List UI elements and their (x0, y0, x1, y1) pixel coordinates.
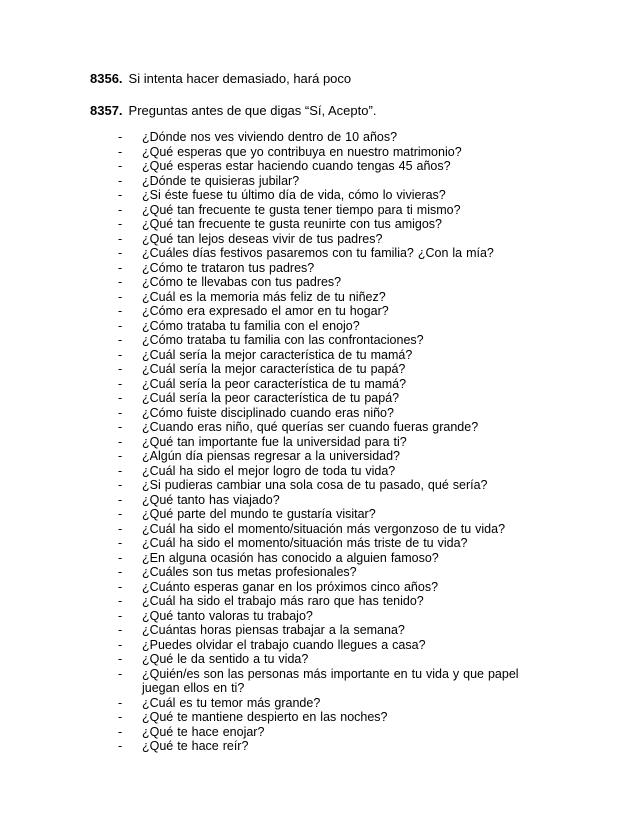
question-text: ¿Cómo era expresado el amor en tu hogar? (142, 304, 389, 318)
entry-text: Si intenta hacer demasiado, hará poco (128, 71, 352, 86)
question-item (118, 188, 558, 203)
question-text: ¿Dónde nos ves viviendo dentro de 10 años? (142, 130, 398, 144)
question-item (118, 435, 558, 450)
bullet-dash: - (118, 304, 123, 318)
bullet-dash: - (118, 579, 123, 594)
question-text: ¿Algún día piensas regresar a la universidad? (142, 449, 401, 463)
question-item (118, 725, 558, 740)
question-text: ¿Si pudieras cambiar una sola cosa de tu pasado, qué sería? (142, 478, 488, 492)
question-text: ¿Cuál ha sido el mejor logro de toda tu vida? (142, 463, 396, 478)
bullet-dash: - (118, 289, 123, 304)
question-text: ¿Cómo te trataron tus padres? (142, 260, 315, 275)
question-text: ¿Cómo trataba tu familia con las confrontaciones? (142, 333, 424, 347)
question-text: ¿Cuál sería la peor característica de tu papá? (142, 391, 400, 405)
question-item (118, 261, 558, 276)
bullet-dash: - (118, 463, 123, 478)
bullet-dash: - (118, 231, 123, 246)
bullet-dash: - (118, 710, 123, 724)
entry-8356 (90, 71, 351, 87)
bullet-dash: - (118, 376, 123, 391)
question-item (118, 478, 558, 493)
question-item (118, 391, 558, 406)
bullet-dash: - (118, 739, 123, 753)
question-item (118, 304, 558, 319)
question-item (118, 449, 558, 464)
bullet-dash: - (118, 550, 123, 565)
question-text: ¿Si éste fuese tu último día de vida, cómo lo vivieras? (142, 188, 446, 202)
question-item (118, 290, 558, 305)
bullet-dash: - (118, 695, 123, 710)
bullet-dash: - (118, 347, 123, 362)
question-text: ¿Puedes olvidar el trabajo cuando llegues a casa? (142, 637, 426, 652)
question-item (118, 739, 558, 754)
question-text: ¿Qué esperas que yo contribuya en nuestro matrimonio? (142, 144, 462, 159)
question-text: ¿Cuánto esperas ganar en los próximos cinco años? (142, 579, 439, 594)
bullet-dash: - (118, 405, 123, 420)
question-text: ¿Qué tan frecuente te gusta tener tiempo para ti mismo? (142, 202, 461, 217)
question-item (118, 493, 558, 508)
bullet-dash: - (118, 362, 123, 376)
question-text: ¿Qué te hace reír? (142, 739, 249, 753)
question-item (118, 362, 558, 377)
question-text: ¿Qué te mantiene despierto en las noches? (142, 710, 388, 724)
question-item (118, 406, 558, 421)
question-text: ¿Cuál sería la mejor característica de tu mamá? (142, 347, 413, 362)
question-text: ¿En alguna ocasión has conocido a alguien famoso? (142, 550, 439, 565)
question-item (118, 580, 558, 595)
bullet-dash: - (118, 608, 123, 623)
question-text: ¿Qué te hace enojar? (142, 724, 265, 739)
question-item (118, 246, 558, 261)
question-item (118, 232, 558, 247)
question-item (118, 696, 558, 711)
question-text: ¿Qué le da sentido a tu vida? (142, 652, 309, 666)
question-item (118, 710, 558, 725)
bullet-dash: - (118, 536, 123, 550)
bullet-dash: - (118, 275, 123, 289)
question-text: ¿Cuál ha sido el momento/situación más triste de tu vida? (142, 536, 468, 550)
bullet-dash: - (118, 594, 123, 608)
question-text: ¿Qué tan lejos deseas vivir de tus padres? (142, 231, 383, 246)
question-item (118, 377, 558, 392)
question-item (118, 159, 558, 174)
question-item (118, 522, 558, 537)
question-list (118, 130, 558, 754)
question-item (118, 319, 558, 334)
bullet-dash: - (118, 449, 123, 463)
question-text: ¿Quién/es son las personas más importante en tu vida y que papel juegan ellos en ti? (142, 666, 519, 695)
question-item (118, 348, 558, 363)
question-item (118, 536, 558, 551)
question-item (118, 623, 558, 638)
entry-8357 (90, 103, 376, 119)
question-text: ¿Cuáles días festivos pasaremos con tu familia? ¿Con la mía? (142, 246, 494, 260)
question-item (118, 464, 558, 479)
question-text: ¿Cómo trataba tu familia con el enojo? (142, 318, 360, 333)
question-text: ¿Cuántas horas piensas trabajar a la semana? (142, 623, 405, 637)
question-item (118, 174, 558, 189)
question-item (118, 203, 558, 218)
bullet-dash: - (118, 260, 123, 275)
question-text: ¿Dónde te quisieras jubilar? (142, 173, 300, 188)
bullet-dash: - (118, 492, 123, 507)
bullet-dash: - (118, 202, 123, 217)
bullet-dash: - (118, 724, 123, 739)
question-item (118, 551, 558, 566)
question-item (118, 420, 558, 435)
question-item (118, 667, 558, 696)
bullet-dash: - (118, 652, 123, 666)
question-item (118, 275, 558, 290)
question-text: ¿Qué tanto has viajado? (142, 492, 280, 507)
question-text: ¿Cómo te llevabas con tus padres? (142, 275, 342, 289)
question-text: ¿Qué tan frecuente te gusta reunirte con tus amigos? (142, 217, 443, 231)
bullet-dash: - (118, 478, 123, 492)
question-text: ¿Cuál es la memoria más feliz de tu niñez? (142, 289, 386, 304)
bullet-dash: - (118, 623, 123, 637)
question-text: ¿Cuál ha sido el momento/situación más vergonzoso de tu vida? (142, 521, 506, 536)
question-item (118, 609, 558, 624)
question-text: ¿Cómo fuiste disciplinado cuando eras niño? (142, 405, 394, 420)
bullet-dash: - (118, 144, 123, 159)
question-item (118, 507, 558, 522)
bullet-dash: - (118, 521, 123, 536)
entry-number: 8357. (90, 103, 123, 118)
bullet-dash: - (118, 173, 123, 188)
question-text: ¿Cuando eras niño, qué querías ser cuando fueras grande? (142, 420, 479, 434)
question-item (118, 130, 558, 145)
question-text: ¿Qué esperas estar haciendo cuando tengas 45 años? (142, 159, 451, 173)
question-item (118, 594, 558, 609)
bullet-dash: - (118, 507, 123, 521)
question-text: ¿Qué tanto valoras tu trabajo? (142, 608, 313, 623)
bullet-dash: - (118, 188, 123, 202)
question-text: ¿Cuál sería la mejor característica de tu papá? (142, 362, 406, 376)
entry-number: 8356. (90, 71, 123, 86)
bullet-dash: - (118, 318, 123, 333)
bullet-dash: - (118, 637, 123, 652)
bullet-dash: - (118, 434, 123, 449)
question-text: ¿Cuál es tu temor más grande? (142, 695, 321, 710)
question-item (118, 652, 558, 667)
bullet-dash: - (118, 130, 123, 144)
question-text: ¿Cuál ha sido el trabajo más raro que has tenido? (142, 594, 424, 608)
question-item (118, 565, 558, 580)
question-item (118, 638, 558, 653)
bullet-dash: - (118, 391, 123, 405)
question-text: ¿Qué parte del mundo te gustaría visitar? (142, 507, 376, 521)
bullet-dash: - (118, 420, 123, 434)
question-item (118, 333, 558, 348)
question-item (118, 217, 558, 232)
bullet-dash: - (118, 159, 123, 173)
bullet-dash: - (118, 666, 123, 681)
question-text: ¿Qué tan importante fue la universidad para ti? (142, 434, 407, 449)
bullet-dash: - (118, 217, 123, 231)
bullet-dash: - (118, 333, 123, 347)
question-text: ¿Cuáles son tus metas profesionales? (142, 565, 357, 579)
question-text: ¿Cuál sería la peor característica de tu mamá? (142, 376, 407, 391)
question-item (118, 145, 558, 160)
bullet-dash: - (118, 565, 123, 579)
entry-text: Preguntas antes de que digas “Sí, Acepto”. (128, 103, 377, 118)
bullet-dash: - (118, 246, 123, 260)
